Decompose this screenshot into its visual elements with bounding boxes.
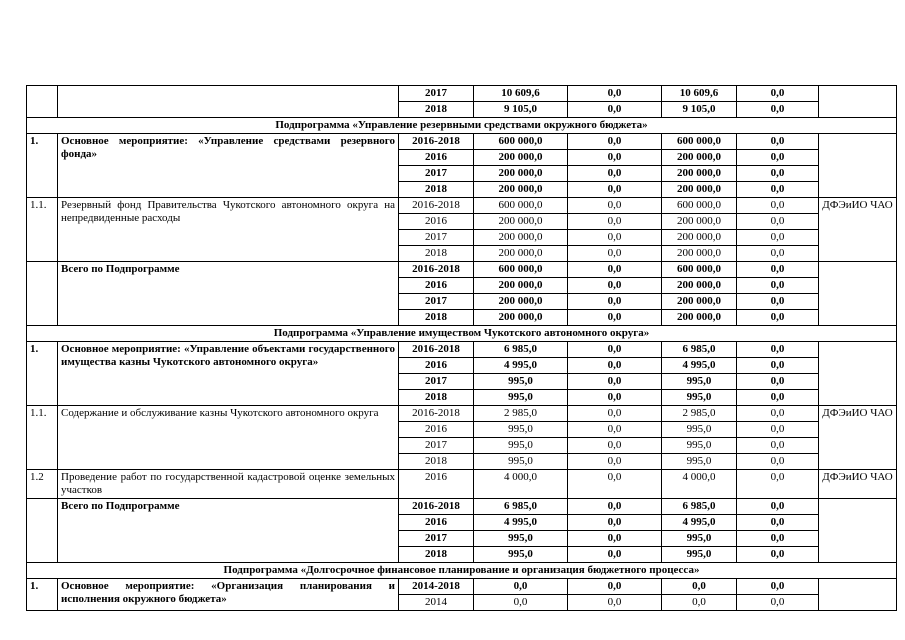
total-cell: 200 000,0 bbox=[474, 310, 568, 326]
year-cell: 2017 bbox=[399, 374, 474, 390]
row-number bbox=[27, 86, 58, 118]
federal-budget-cell: 0,0 bbox=[568, 182, 662, 198]
district-budget-cell: 995,0 bbox=[662, 531, 737, 547]
federal-budget-cell: 0,0 bbox=[568, 166, 662, 182]
other-sources-cell: 0,0 bbox=[737, 102, 819, 118]
executor-cell bbox=[819, 499, 897, 563]
other-sources-cell: 0,0 bbox=[737, 166, 819, 182]
district-budget-cell: 200 000,0 bbox=[662, 214, 737, 230]
year-cell: 2016 bbox=[399, 278, 474, 294]
year-cell: 2014-2018 bbox=[399, 579, 474, 595]
other-sources-cell: 0,0 bbox=[737, 406, 819, 422]
activity-name bbox=[58, 86, 399, 118]
federal-budget-cell: 0,0 bbox=[568, 342, 662, 358]
district-budget-cell: 200 000,0 bbox=[662, 230, 737, 246]
other-sources-cell: 0,0 bbox=[737, 515, 819, 531]
total-cell: 600 000,0 bbox=[474, 198, 568, 214]
section-row bbox=[27, 563, 897, 579]
district-budget-cell: 995,0 bbox=[662, 547, 737, 563]
year-cell: 2016-2018 bbox=[399, 134, 474, 150]
year-cell: 2017 bbox=[399, 438, 474, 454]
district-budget-cell: 200 000,0 bbox=[662, 278, 737, 294]
other-sources-cell: 0,0 bbox=[737, 230, 819, 246]
federal-budget-cell: 0,0 bbox=[568, 595, 662, 611]
federal-budget-cell: 0,0 bbox=[568, 531, 662, 547]
other-sources-cell: 0,0 bbox=[737, 390, 819, 406]
total-cell: 200 000,0 bbox=[474, 166, 568, 182]
other-sources-cell: 0,0 bbox=[737, 358, 819, 374]
federal-budget-cell: 0,0 bbox=[568, 515, 662, 531]
other-sources-cell: 0,0 bbox=[737, 182, 819, 198]
federal-budget-cell: 0,0 bbox=[568, 278, 662, 294]
total-cell: 995,0 bbox=[474, 547, 568, 563]
year-cell: 2018 bbox=[399, 390, 474, 406]
federal-budget-cell: 0,0 bbox=[568, 294, 662, 310]
executor-cell: ДФЭиИО ЧАО bbox=[819, 470, 897, 499]
total-cell: 995,0 bbox=[474, 531, 568, 547]
activity-name: Содержание и обслуживание казны Чукотского автономного округа bbox=[58, 406, 399, 470]
district-budget-cell: 600 000,0 bbox=[662, 198, 737, 214]
federal-budget-cell: 0,0 bbox=[568, 454, 662, 470]
total-cell: 600 000,0 bbox=[474, 262, 568, 278]
federal-budget-cell: 0,0 bbox=[568, 230, 662, 246]
year-cell: 2017 bbox=[399, 230, 474, 246]
total-cell: 2 985,0 bbox=[474, 406, 568, 422]
district-budget-cell: 200 000,0 bbox=[662, 150, 737, 166]
other-sources-cell: 0,0 bbox=[737, 531, 819, 547]
total-cell: 4 000,0 bbox=[474, 470, 568, 499]
other-sources-cell: 0,0 bbox=[737, 438, 819, 454]
row-number: 1.1. bbox=[27, 406, 58, 470]
district-budget-cell: 0,0 bbox=[662, 579, 737, 595]
activity-name: Основное мероприятие: «Управление объектами государственного имущества казны Чукотского автономного округа» bbox=[58, 342, 399, 406]
district-budget-cell: 4 995,0 bbox=[662, 358, 737, 374]
district-budget-cell: 10 609,6 bbox=[662, 86, 737, 102]
total-cell: 10 609,6 bbox=[474, 86, 568, 102]
total-cell: 200 000,0 bbox=[474, 150, 568, 166]
subprogram-total-label: Всего по Подпрограмме bbox=[58, 262, 399, 326]
year-cell: 2018 bbox=[399, 182, 474, 198]
table-row bbox=[27, 342, 897, 358]
federal-budget-cell: 0,0 bbox=[568, 310, 662, 326]
year-cell: 2016 bbox=[399, 422, 474, 438]
row-number: 1. bbox=[27, 579, 58, 611]
other-sources-cell: 0,0 bbox=[737, 86, 819, 102]
row-number bbox=[27, 499, 58, 563]
total-cell: 200 000,0 bbox=[474, 246, 568, 262]
executor-cell bbox=[819, 262, 897, 326]
budget-table bbox=[26, 85, 897, 611]
other-sources-cell: 0,0 bbox=[737, 374, 819, 390]
other-sources-cell: 0,0 bbox=[737, 422, 819, 438]
district-budget-cell: 995,0 bbox=[662, 422, 737, 438]
total-cell: 600 000,0 bbox=[474, 134, 568, 150]
other-sources-cell: 0,0 bbox=[737, 499, 819, 515]
federal-budget-cell: 0,0 bbox=[568, 579, 662, 595]
table-row bbox=[27, 579, 897, 595]
row-number: 1. bbox=[27, 134, 58, 198]
year-cell: 2017 bbox=[399, 294, 474, 310]
year-cell: 2016 bbox=[399, 358, 474, 374]
table-row bbox=[27, 470, 897, 499]
other-sources-cell: 0,0 bbox=[737, 342, 819, 358]
federal-budget-cell: 0,0 bbox=[568, 262, 662, 278]
federal-budget-cell: 0,0 bbox=[568, 374, 662, 390]
federal-budget-cell: 0,0 bbox=[568, 406, 662, 422]
other-sources-cell: 0,0 bbox=[737, 278, 819, 294]
activity-name: Основное мероприятие: «Организация планирования и исполнения окружного бюджета» bbox=[58, 579, 399, 611]
federal-budget-cell: 0,0 bbox=[568, 214, 662, 230]
district-budget-cell: 995,0 bbox=[662, 454, 737, 470]
other-sources-cell: 0,0 bbox=[737, 262, 819, 278]
activity-name: Основное мероприятие: «Управление средствами резервного фонда» bbox=[58, 134, 399, 198]
subprogram-title: Подпрограмма «Управление резервными средствами окружного бюджета» bbox=[27, 118, 897, 134]
total-cell: 200 000,0 bbox=[474, 294, 568, 310]
other-sources-cell: 0,0 bbox=[737, 595, 819, 611]
district-budget-cell: 200 000,0 bbox=[662, 182, 737, 198]
federal-budget-cell: 0,0 bbox=[568, 246, 662, 262]
table-row bbox=[27, 86, 897, 102]
other-sources-cell: 0,0 bbox=[737, 198, 819, 214]
year-cell: 2016 bbox=[399, 515, 474, 531]
total-cell: 995,0 bbox=[474, 390, 568, 406]
row-number: 1.2 bbox=[27, 470, 58, 499]
total-cell: 995,0 bbox=[474, 374, 568, 390]
district-budget-cell: 995,0 bbox=[662, 438, 737, 454]
year-cell: 2016-2018 bbox=[399, 262, 474, 278]
year-cell: 2017 bbox=[399, 166, 474, 182]
federal-budget-cell: 0,0 bbox=[568, 470, 662, 499]
executor-cell bbox=[819, 134, 897, 198]
table-row bbox=[27, 262, 897, 278]
district-budget-cell: 4 000,0 bbox=[662, 470, 737, 499]
executor-cell bbox=[819, 342, 897, 406]
total-cell: 200 000,0 bbox=[474, 278, 568, 294]
executor-cell: ДФЭиИО ЧАО bbox=[819, 406, 897, 470]
row-number: 1.1. bbox=[27, 198, 58, 262]
federal-budget-cell: 0,0 bbox=[568, 547, 662, 563]
federal-budget-cell: 0,0 bbox=[568, 499, 662, 515]
table-row bbox=[27, 406, 897, 422]
table-row bbox=[27, 198, 897, 214]
total-cell: 995,0 bbox=[474, 438, 568, 454]
federal-budget-cell: 0,0 bbox=[568, 198, 662, 214]
district-budget-cell: 9 105,0 bbox=[662, 102, 737, 118]
district-budget-cell: 0,0 bbox=[662, 595, 737, 611]
total-cell: 995,0 bbox=[474, 454, 568, 470]
year-cell: 2016-2018 bbox=[399, 406, 474, 422]
district-budget-cell: 6 985,0 bbox=[662, 342, 737, 358]
section-row bbox=[27, 326, 897, 342]
total-cell: 6 985,0 bbox=[474, 342, 568, 358]
year-cell: 2014 bbox=[399, 595, 474, 611]
district-budget-cell: 600 000,0 bbox=[662, 262, 737, 278]
table-row bbox=[27, 499, 897, 515]
total-cell: 0,0 bbox=[474, 595, 568, 611]
other-sources-cell: 0,0 bbox=[737, 454, 819, 470]
other-sources-cell: 0,0 bbox=[737, 246, 819, 262]
table-row bbox=[27, 134, 897, 150]
federal-budget-cell: 0,0 bbox=[568, 102, 662, 118]
federal-budget-cell: 0,0 bbox=[568, 422, 662, 438]
year-cell: 2018 bbox=[399, 246, 474, 262]
total-cell: 6 985,0 bbox=[474, 499, 568, 515]
activity-name: Проведение работ по государственной кадастровой оценке земельных участков bbox=[58, 470, 399, 499]
year-cell: 2016 bbox=[399, 150, 474, 166]
federal-budget-cell: 0,0 bbox=[568, 438, 662, 454]
total-cell: 995,0 bbox=[474, 422, 568, 438]
total-cell: 4 995,0 bbox=[474, 358, 568, 374]
other-sources-cell: 0,0 bbox=[737, 150, 819, 166]
district-budget-cell: 200 000,0 bbox=[662, 166, 737, 182]
year-cell: 2016-2018 bbox=[399, 198, 474, 214]
total-cell: 200 000,0 bbox=[474, 214, 568, 230]
year-cell: 2016-2018 bbox=[399, 499, 474, 515]
total-cell: 0,0 bbox=[474, 579, 568, 595]
other-sources-cell: 0,0 bbox=[737, 310, 819, 326]
district-budget-cell: 200 000,0 bbox=[662, 294, 737, 310]
subprogram-title: Подпрограмма «Управление имуществом Чукотского автономного округа» bbox=[27, 326, 897, 342]
executor-cell: ДФЭиИО ЧАО bbox=[819, 198, 897, 262]
federal-budget-cell: 0,0 bbox=[568, 86, 662, 102]
other-sources-cell: 0,0 bbox=[737, 470, 819, 499]
other-sources-cell: 0,0 bbox=[737, 214, 819, 230]
federal-budget-cell: 0,0 bbox=[568, 150, 662, 166]
district-budget-cell: 995,0 bbox=[662, 374, 737, 390]
district-budget-cell: 995,0 bbox=[662, 390, 737, 406]
district-budget-cell: 4 995,0 bbox=[662, 515, 737, 531]
year-cell: 2018 bbox=[399, 547, 474, 563]
year-cell: 2017 bbox=[399, 531, 474, 547]
district-budget-cell: 200 000,0 bbox=[662, 310, 737, 326]
district-budget-cell: 6 985,0 bbox=[662, 499, 737, 515]
total-cell: 200 000,0 bbox=[474, 230, 568, 246]
total-cell: 4 995,0 bbox=[474, 515, 568, 531]
year-cell: 2018 bbox=[399, 102, 474, 118]
year-cell: 2018 bbox=[399, 310, 474, 326]
other-sources-cell: 0,0 bbox=[737, 294, 819, 310]
year-cell: 2016 bbox=[399, 214, 474, 230]
section-row bbox=[27, 118, 897, 134]
subprogram-total-label: Всего по Подпрограмме bbox=[58, 499, 399, 563]
other-sources-cell: 0,0 bbox=[737, 547, 819, 563]
district-budget-cell: 2 985,0 bbox=[662, 406, 737, 422]
row-number: 1. bbox=[27, 342, 58, 406]
year-cell: 2018 bbox=[399, 454, 474, 470]
federal-budget-cell: 0,0 bbox=[568, 134, 662, 150]
federal-budget-cell: 0,0 bbox=[568, 390, 662, 406]
year-cell: 2016-2018 bbox=[399, 342, 474, 358]
district-budget-cell: 200 000,0 bbox=[662, 246, 737, 262]
year-cell: 2017 bbox=[399, 86, 474, 102]
subprogram-title: Подпрограмма «Долгосрочное финансовое планирование и организация бюджетного процесса» bbox=[27, 563, 897, 579]
year-cell: 2016 bbox=[399, 470, 474, 499]
executor-cell bbox=[819, 579, 897, 611]
row-number bbox=[27, 262, 58, 326]
other-sources-cell: 0,0 bbox=[737, 134, 819, 150]
executor-cell bbox=[819, 86, 897, 118]
district-budget-cell: 600 000,0 bbox=[662, 134, 737, 150]
total-cell: 200 000,0 bbox=[474, 182, 568, 198]
activity-name: Резервный фонд Правительства Чукотского автономного округа на непредвиденные расходы bbox=[58, 198, 399, 262]
other-sources-cell: 0,0 bbox=[737, 579, 819, 595]
federal-budget-cell: 0,0 bbox=[568, 358, 662, 374]
total-cell: 9 105,0 bbox=[474, 102, 568, 118]
